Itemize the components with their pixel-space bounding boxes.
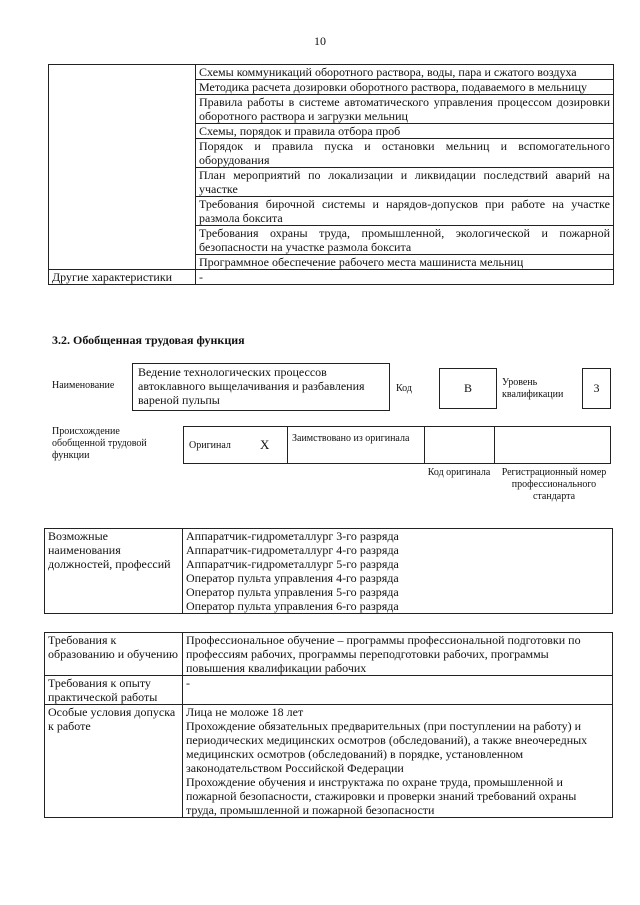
- borrowed-label: Заимствовано из оригинала: [292, 433, 410, 444]
- section-heading: 3.2. Обобщенная трудовая функция: [52, 333, 245, 347]
- row-label: [49, 255, 196, 270]
- position-item: Оператор пульта управления 6-го разряда: [186, 599, 399, 613]
- function-code-box: [439, 368, 497, 409]
- table-row: [49, 197, 614, 226]
- origin-label: Происхождение обобщенной трудовой функции: [52, 426, 147, 461]
- function-name-value: Ведение технологических процессов автоклавного выщелачивания и разбавления вареной пульпы: [138, 365, 365, 407]
- row-value: Требования охраны труда, промышленной, экологической и пожарной безопасности на участке размола боксита: [196, 226, 614, 255]
- requirements-table: [44, 632, 613, 818]
- table-row: [49, 139, 614, 168]
- table-row: [49, 226, 614, 255]
- experience-value: -: [183, 676, 613, 705]
- row-label: [49, 124, 196, 139]
- positions-list: [183, 529, 613, 614]
- row-value: Схемы коммуникаций оборотного раствора, воды, пара и сжатого воздуха: [196, 65, 614, 80]
- row-value: Требования бирочной системы и нарядов-допусков при работе на участке размола боксита: [196, 197, 614, 226]
- row-label: [49, 226, 196, 255]
- code-label: Код: [396, 383, 412, 394]
- row-label: [49, 197, 196, 226]
- original-label: Оригинал: [189, 440, 231, 451]
- knowledge-table: [48, 64, 614, 285]
- position-item: Аппаратчик-гидрометаллург 4-го разряда: [186, 543, 399, 557]
- row-label: Другие характеристики: [49, 270, 196, 285]
- experience-label: Требования к опыту практической работы: [45, 676, 183, 705]
- position-item: Аппаратчик-гидрометаллург 3-го разряда: [186, 529, 399, 543]
- position-item: Аппаратчик-гидрометаллург 5-го разряда: [186, 557, 399, 571]
- table-row: [49, 168, 614, 197]
- row-label: [49, 168, 196, 197]
- education-label: Требования к образованию и обучению: [45, 633, 183, 676]
- admission-label: Особые условия допуска к работе: [45, 705, 183, 818]
- admission-item: Прохождение обязательных предварительных (при поступлении на работу) и периодических медицинских осмотров (обследований), а также внеочередных медицинских осмотров (обследований) в порядке, установленном законодательством Российской Федерации: [186, 719, 588, 775]
- row-value: -: [196, 270, 614, 285]
- row-label: [49, 95, 196, 124]
- table-row: [49, 270, 614, 285]
- positions-table: [44, 528, 613, 614]
- reg-number-caption: Регистрационный номер профессионального стандарта: [501, 467, 607, 502]
- admission-item: Прохождение обучения и инструктажа по охране труда, промышленной и пожарной безопасности, стажировки и проверки знаний требований охраны труда, промышленной и пожарной безопасности: [186, 775, 577, 817]
- row-label: [49, 65, 196, 80]
- row-value: Порядок и правила пуска и остановки мельниц и вспомогательного оборудования: [196, 139, 614, 168]
- positions-label: Возможные наименования должностей, профессий: [45, 529, 183, 614]
- row-label: [49, 139, 196, 168]
- name-label: Наименование: [52, 380, 115, 391]
- level-box: [582, 368, 611, 409]
- table-row: [49, 124, 614, 139]
- row-value: План мероприятий по локализации и ликвидации последствий аварий на участке: [196, 168, 614, 197]
- original-mark: X: [260, 437, 270, 452]
- table-row: [49, 65, 614, 80]
- row-value: Схемы, порядок и правила отбора проб: [196, 124, 614, 139]
- page-number: 10: [314, 34, 326, 48]
- position-item: Оператор пульта управления 5-го разряда: [186, 585, 399, 599]
- table-row: [49, 80, 614, 95]
- admission-item: Лица не моложе 18 лет: [186, 705, 304, 719]
- row-label: [49, 80, 196, 95]
- row-value: Методика расчета дозировки оборотного раствора, подаваемого в мельницу: [196, 80, 614, 95]
- level-label: Уровень квалификации: [502, 377, 564, 400]
- position-item: Оператор пульта управления 4-го разряда: [186, 571, 399, 585]
- origin-box: [183, 426, 611, 464]
- level-value: 3: [593, 381, 600, 395]
- function-name-box: [132, 363, 390, 411]
- table-row: [49, 95, 614, 124]
- admission-list: [183, 705, 613, 818]
- education-value: Профессиональное обучение – программы профессиональной подготовки по профессиям рабочих, программы переподготовки рабочих, программы повышения квалификации рабочих: [183, 633, 613, 676]
- table-row: [49, 255, 614, 270]
- code-original-caption: Код оригинала: [427, 467, 491, 478]
- row-value: Программное обеспечение рабочего места машиниста мельниц: [196, 255, 614, 270]
- row-value: Правила работы в системе автоматического управления процессом дозировки оборотного раствора и загрузки мельниц: [196, 95, 614, 124]
- function-code-value: В: [463, 381, 472, 395]
